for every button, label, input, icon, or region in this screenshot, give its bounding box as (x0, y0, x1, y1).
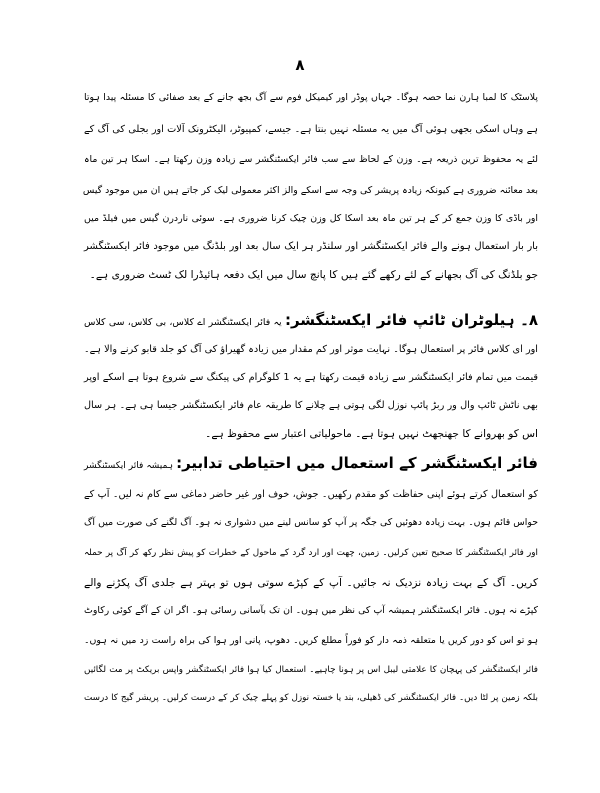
paragraph-line: قیمت میں تمام فائر ایکسٹنگشر سے زیادہ قیمت رکھتا ہے یہ 1 کلوگرام کی پیکنگ سے شروع ہوتا ہے اسکے اوپر (84, 372, 539, 383)
paragraph-line: بار بار استعمال ہونے والے فائر ایکسٹنگشر اور سلنڈر ہر ایک سال بعد اور بلڈنگ میں موجود فائر ایکسٹنگشر (84, 241, 538, 252)
paragraph-line: پلاسٹک کا لمبا ہارن نما حصہ ہوگا۔ جہاں پوڈر اور کیمیکل فوم سے آگ بجھ جانے کے بعد صفائی کا مسئلہ پیدا ہوتا (84, 92, 538, 103)
section-8-heading-tail: یہ فائر ایکسٹنگشر اے کلاس، بی کلاس، سی کلاس (84, 317, 282, 328)
section-8-heading: ۸۔ ہیلوٹران ٹائپ فائر ایکسٹنگشر: (284, 311, 539, 329)
page-number: ۸ (295, 56, 305, 74)
paragraph-line: جو بلڈنگ کی آگ بجھانے کے لئے رکھے گئے ہیں کا پانچ سال میں ایک دفعہ ہائیڈرا لک ٹسٹ ضروری ہے۔ (89, 269, 538, 281)
paragraph-line: اس کو بھروانے کا جھنجھٹ نہیں ہوتا ہے۔ ماحولیاتی اعتبار سے محفوظ ہے۔ (205, 428, 538, 440)
paragraph-line: اور فائر ایکسٹنگشر کا صحیح تعین کرلیں۔ زمین، چھت اور ارد گرد کے ماحول کے خطرات کو پیش نظر رکھ کر آگ پر حملہ (84, 548, 538, 558)
paragraph-line: فائر ایکسٹنگشر کی پہچان کا علامتی لیبل اس پر ہونا چاہیے۔ استعمال کیا ہوا فائر ایکسٹنگشر واپس بریکٹ پر مت لگائیں (84, 665, 538, 675)
paragraph-line: بھی ناٹش ٹائپ وال ور ربڑ پائپ نوزل لگی ہوتی ہے چلانے کا طریقہ عام فائر ایکسٹنگشر جیسا ہی ہے۔ ہر سال (84, 400, 538, 411)
paragraph-line: کپڑے نہ ہوں۔ فائر ایکسٹنگشر ہمیشہ آپ کی نظر میں ہوں۔ ان تک بآسانی رسائی ہو۔ اگر ان کے آگے کوئی رکاوٹ (84, 605, 538, 616)
paragraph-line: حواس قائم ہوں۔ بہت زیادہ دھوئیں کی جگہ پر آپ کو سانس لینے میں دشواری نہ ہو۔ آگ لگنے کی صورت میں آگ (84, 517, 538, 528)
paragraph-line: ہو تو اس کو دور کریں یا متعلقہ ذمہ دار کو فوراً مطلع کریں۔ دھوپ، پانی اور ہوا کی براہ راست زد میں نہ ہوں۔ (84, 635, 538, 646)
section-8-heading-line (84, 310, 538, 333)
paragraph-line: ہے وہاں اسکی بجھی ہوئی آگ میں یہ مسئلہ نہیں بنتا ہے۔ جیسے، کمپیوٹر، الیکٹرونک آلات اور بجلی کی آگ کے (84, 124, 538, 135)
precautions-heading-tail: ہمیشہ فائر ایکسٹنگشر (84, 461, 174, 471)
precautions-heading: فائر ایکسٹنگشر کے استعمال میں احتیاطی تدابیر: (176, 454, 538, 472)
paragraph-line: کو استعمال کرتے ہوئے اپنی حفاظت کو مقدم رکھیں۔ جوش، خوف اور غیر حاضر دماغی سے کام نہ لیں۔ آپ کے (84, 489, 538, 500)
paragraph-line: لئے یہ محفوظ ترین ذریعہ ہے۔ وزن کے لحاظ سے سب فائر ایکسٹنگشر سے زیادہ وزن رکھتا ہے۔ اسکا ہر تین ماہ (84, 154, 538, 165)
paragraph-line: اور باڈی کا وزن جمع کر کے ہر تین ماہ بعد اسکا کل وزن چیک کرنا ضروری ہے۔ سوئی ناردرن گیس میں فیلڈ میں (84, 213, 538, 224)
paragraph-line: اور ای کلاس فائر پر استعمال ہوگا۔ نہایت موثر اور کم مقدار میں زیادہ گھیراؤ کی آگ کو جلد قابو کرنے والا ہے۔ (84, 344, 538, 355)
precautions-heading-line (84, 453, 538, 476)
paragraph-line: بلکہ زمین پر لٹا دیں۔ فائر ایکسٹنگشر کی ڈھیلی، بند یا خستہ نوزل کو پہلے چیک کر کے درست کرلیں۔ پریشر گیج کا درست (84, 693, 538, 703)
paragraph-line: کریں۔ آگ کے بہت زیادہ نزدیک نہ جائیں۔ آپ کے کپڑے سوتی ہوں تو بہتر ہے جلدی آگ پکڑنے والے (84, 577, 538, 589)
paragraph-line: بعد معائنہ ضروری ہے کیونکہ زیادہ پریشر کی وجہ سے اسکے والز اکثر معمولی لیک کر جاتے ہیں ان میں موجود گیس (82, 185, 538, 196)
